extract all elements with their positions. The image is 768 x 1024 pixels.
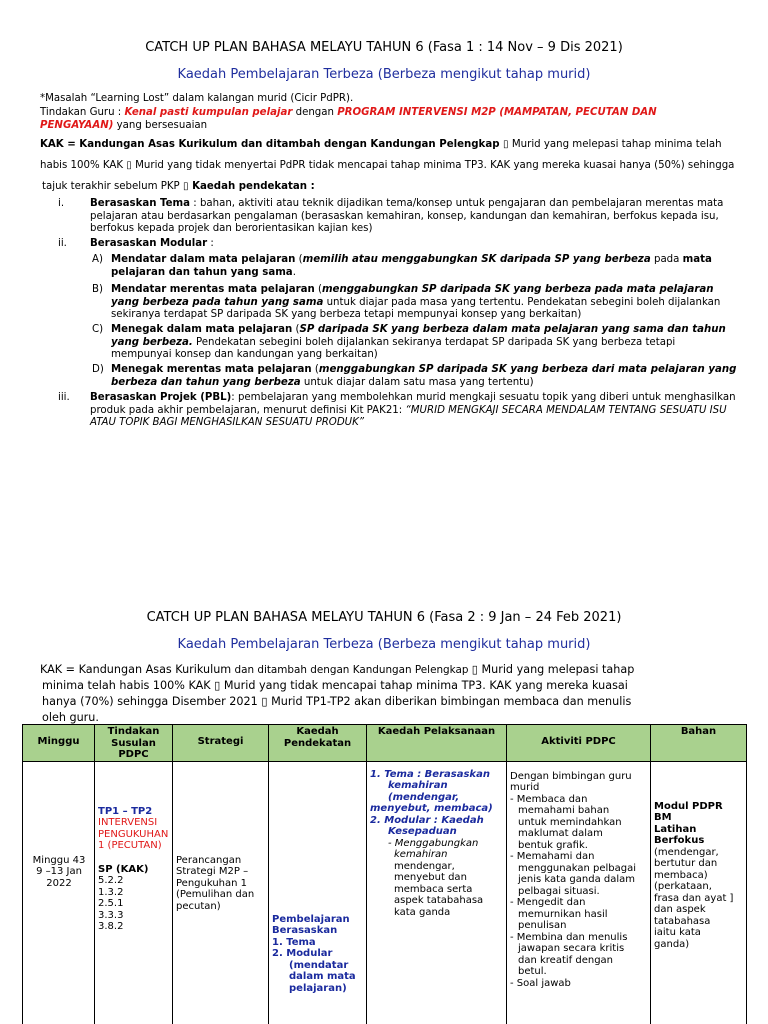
header-minggu: Minggu: [23, 725, 95, 762]
section1-subtitle: Kaedah Pembelajaran Terbeza (Berbeza mengikut tahap murid): [177, 67, 591, 82]
problem-line: *Masalah “Learning Lost” dalam kalangan murid (Cicir PdPR).: [40, 93, 354, 104]
item-iii-number: iii.: [58, 392, 70, 403]
cell-bahan: Modul PDPR BM Latihan Berfokus (mendengar, bertutur dan membaca) (perkataan, frasa dan ayat ] dan aspek tatabahasa iaitu kata ganda): [651, 761, 747, 1024]
activity-item: - Membina dan menulis jawapan secara kritis dan kreatif dengan betul.: [510, 931, 628, 977]
cell-aktiviti: Dengan bimbingan guru murid - Membaca dan memahami bahan untuk memindahkan maklumat dalam bentuk grafik. - Memahami dan menggunakan pelbagai jenis kata ganda dalam pelbagai situasi. - Mengedit dan memurnikan hasil penulisan - Membina dan menulis jawapan secara kritis dan kreatif dengan betul. - Soal jawab: [507, 761, 651, 1024]
section2-subtitle: Kaedah Pembelajaran Terbeza (Berbeza mengikut tahap murid): [177, 637, 591, 652]
modular-c-letter: C): [92, 324, 104, 335]
cell-pelaksanaan: 1. Tema : Berasaskan kemahiran (mendengar, menyebut, membaca) 2. Modular : Kaedah Kesepaduan - Menggabungkan kemahiran mendengar, menyebut dan membaca serta aspek tatabahasa kata ganda: [367, 761, 507, 1024]
modular-c-text: Menegak dalam mata pelajaran (SP daripada SK yang berbeza dalam mata pelajaran yang sama dan tahun yang berbeza. Pendekatan sebegini boleh dijalankan sekiranya terdapat SP daripada SK yang berbeza tetapi mempunyai konsep dan kandungan yang berkaitan): [111, 324, 726, 361]
cell-tindakan: TP1 – TP2 INTERVENSI PENGUKUHAN 1 (PECUTAN) SP (KAK) 5.2.2 1.3.2 2.5.1 3.3.3 3.8.2: [95, 761, 173, 1024]
modular-d-text: Menegak merentas mata pelajaran (menggabungkan SP daripada SK yang berbeza dari mata pelajaran yang berbeza dan tahun yang berbeza untuk diajar dalam satu masa yang tertentu): [111, 364, 737, 388]
kak-line1: KAK = Kandungan Asas Kurikulum dan ditambah dengan Kandungan Pelengkap ▯ Murid yang melepasi tahap minima telah: [40, 139, 722, 150]
section1-title: CATCH UP PLAN BAHASA MELAYU TAHUN 6 (Fasa 1 : 14 Nov – 9 Dis 2021): [145, 40, 623, 55]
cell-pendekatan: Pembelajaran Berasaskan 1. Tema 2. Modular (mendatar dalam mata pelajaran): [269, 761, 367, 1024]
item-i-text: Berasaskan Tema : bahan, aktiviti atau teknik dijadikan tema/konsep untuk pengajaran dan pembelajaran merentas mata pelajaran atau berdasarkan pengalaman (berasaskan kemahiran, konsep, kandungan dan kemahiran, berfokus kepada isu, berfokus kepada projek dan berorientasikan kajian kes): [90, 198, 724, 235]
teacher-action: Tindakan Guru : Kenal pasti kumpulan pelajar dengan PROGRAM INTERVENSI M2P (MAMPATAN, PECUTAN DAN: [40, 107, 657, 118]
kak-line2: habis 100% KAK ▯ Murid yang tidak menyertai PdPR tidak mencapai tahap minima TP3. KAK yang mereka kuasai hanya (50%) sehingga: [40, 160, 735, 171]
item-iii-text: Berasaskan Projek (PBL): pembelajaran yang membolehkan murid mengkaji sesuatu topik yang diberi untuk menghasilkan produk pada akhir pembelajaran, menurut definisi Kit PAK21: “MURID MENGKAJI SECARA MENDALAM TENTANG SESUATU ISU ATAU TOPIK BAGI MENGHASILKAN SESUATU PRODUK”: [90, 392, 736, 429]
activity-item: - Mengedit dan memurnikan hasil penulisan: [510, 897, 608, 931]
modular-b-text: Mendatar merentas mata pelajaran (menggabungkan SP daripada SK yang berbeza pada mata pelajaran yang berbeza pada tahun yang sama untuk diajar pada masa yang tertentu. Pendekatan sebegini boleh dijalankan sekiranya terdapat SP daripada SK yang berbeza tetapi mempunyai konsep yang berkaitan): [111, 284, 721, 321]
teacher-action-line2: PENGAYAAN) yang bersesuaian: [40, 120, 208, 131]
item-i-number: i.: [58, 198, 65, 209]
section2-paragraph: KAK = Kandungan Asas Kurikulum dan ditambah dengan Kandungan Pelengkap ▯ Murid yang melepasi tahap minima telah habis 100% KAK ▯ Murid yang tidak mencapai tahap minima TP3. KAK yang mereka kuasai hanya (70%) sehingga Disember 2021 ▯ Murid TP1-TP2 akan diberikan bimbingan membaca dan menulis oleh guru.: [40, 663, 635, 724]
header-tindakan: Tindakan Susulan PDPC: [95, 725, 173, 762]
header-pendekatan: Kaedah Pendekatan: [269, 725, 367, 762]
cell-minggu: Minggu 43 9 –13 Jan 2022: [23, 761, 95, 1024]
table-row: [23, 761, 747, 1024]
activity-item: - Memahami dan menggunakan pelbagai jenis kata ganda dalam pelbagai situasi.: [510, 851, 636, 897]
modular-d-letter: D): [92, 364, 104, 375]
activity-item: - Membaca dan memahami bahan untuk memindahkan maklumat dalam bentuk grafik.: [510, 793, 622, 851]
header-bahan: Bahan: [651, 725, 747, 762]
modular-a-text: Mendatar dalam mata pelajaran (memilih atau menggabungkan SK daripada SP yang berbeza pada mata pelajaran dan tahun yang sama.: [111, 254, 712, 278]
item-ii-number: ii.: [58, 238, 67, 249]
cell-strategi: Perancangan Strategi M2P – Pengukuhan 1 (Pemulihan dan pecutan): [173, 761, 269, 1024]
header-aktiviti: Aktiviti PDPC: [507, 725, 651, 762]
catch-up-plan-table: [22, 724, 747, 1024]
item-ii-text: Berasaskan Modular :: [90, 238, 214, 249]
modular-a-letter: A): [92, 254, 103, 265]
modular-b-letter: B): [92, 284, 103, 295]
table-header-row: [23, 725, 747, 762]
kak-line3: tajuk terakhir sebelum PKP ▯ Kaedah pendekatan :: [42, 181, 315, 192]
header-pelaksanaan: Kaedah Pelaksanaan: [367, 725, 507, 762]
activity-item: - Soal jawab: [510, 977, 571, 989]
header-strategi: Strategi: [173, 725, 269, 762]
section2-title: CATCH UP PLAN BAHASA MELAYU TAHUN 6 (Fasa 2 : 9 Jan – 24 Feb 2021): [146, 610, 622, 625]
